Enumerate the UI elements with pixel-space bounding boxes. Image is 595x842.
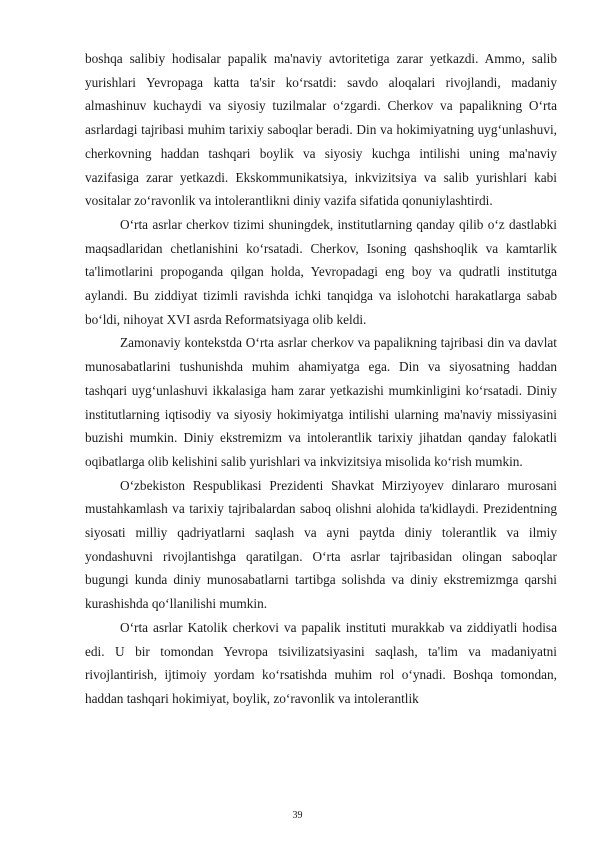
paragraph: O‘rta asrlar cherkov tizimi shuningdek, institutlarning qanday qilib o‘z dastlabki maqsadlaridan chetlanishini ko‘rsatadi. Cherkov, Isoning qashshoqlik va kamtarlik ta'limotlarini propoganda qilgan holda, Yevropadagi eng boy va qudratli institutga aylandi. Bu ziddiyat tizimli ravishda ichki tanqidga va islohotchi harakatlarga sabab bo‘ldi, nihoyat XVI asrda Reformatsiyaga olib keldi. xyxy=(85,216,557,327)
paragraph: Zamonaviy kontekstda O‘rta asrlar cherkov va papalikning tajribasi din va davlat munosabatlarini tushunishda muhim ahamiyatga ega. Din va siyosatning haddan tashqari uyg‘unlashuvi ikkalasiga ham zarar yetkazishi mumkinligini ko‘rsatadi. Diniy institutlarning iqtisodiy va siyosiy hokimiyatga intilishi ularning ma'naviy missiyasini buzishi mumkin. Diniy ekstremizm va intolerantlik tarixiy jihatdan qanday falokatli oqibatlarga olib kelishini salib yurishlari va inkvizitsiya misolida ko‘rish mumkin. xyxy=(85,335,557,469)
page-number: 39 xyxy=(292,810,303,821)
paragraph-continued: boshqa salibiy hodisalar papalik ma'naviy avtoritetiga zarar yetkazdi. Ammo, salib yurishlari Yevropaga katta ta'sir ko‘rsatdi: savdo aloqalari rivojlandi, madaniy almashinuv kuchaydi va siyosiy tuzilmalar o‘zgardi. Cherkov va papalikning O‘rta asrlardagi tajribasi muhim tarixiy saboqlar beradi. Din va hokimiyatning uyg‘unlashuvi, cherkovning haddan tashqari boylik va siyosiy kuchga intilishi uning ma'naviy vazifasiga zarar yetkazdi. Ekskommunikatsiya, inkvizitsiya va salib yurishlari kabi vositalar zo‘ravonlik va intolerantlikni diniy vazifa sifatida qonuniylashtirdi. xyxy=(85,51,557,209)
paragraph: O‘zbekiston Respublikasi Prezidenti Shavkat Mirziyoyev dinlararo murosani mustahkamlash va tarixiy tajribalardan saboq olishni alohida ta'kidlaydi. Prezidentning siyosati milliy qadriyatlarni saqlash va ayni paytda diniy tolerantlik va ilmiy yondashuvni rivojlantishga qaratilgan. O‘rta asrlar tajribasidan olingan saboqlar bugungi kunda diniy munosabatlarni tartibga solishda va diniy ekstremizmga qarshi kurashishda qo‘llanilishi mumkin. xyxy=(85,477,557,612)
page-body xyxy=(85,47,557,711)
paragraph: O‘rta asrlar Katolik cherkovi va papalik instituti murakkab va ziddiyatli hodisa edi. U bir tomondan Yevropa tsivilizatsiyasini saqlash, ta'lim va madaniyatni rivojlantirish, ijtimoiy yordam ko‘rsatishda muhim rol o‘ynadi. Boshqa tomondan, haddan tashqari hokimiyat, boylik, zo‘ravonlik va intolerantlik xyxy=(85,619,557,706)
